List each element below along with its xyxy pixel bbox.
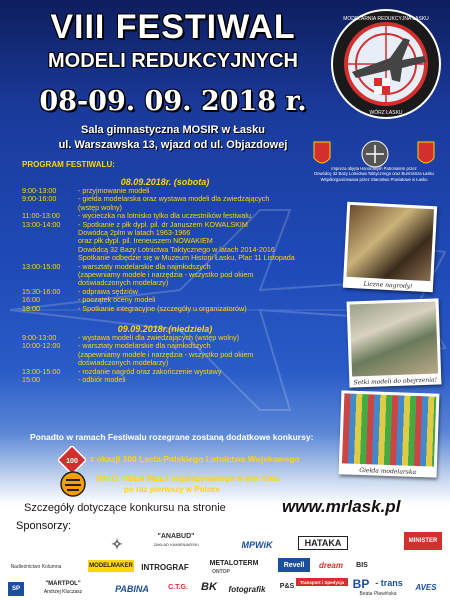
schedule-description: - giełda modelarska oraz wystawa modeli dla zwiedzających — [78, 194, 270, 204]
schedule-description: - Spotkanie integracyjne (szczegóły u organizatorów) — [78, 303, 247, 313]
schedule-description: - odbiór modeli — [78, 375, 126, 384]
sponsor-ontop: ONTOP — [212, 569, 230, 575]
sponsor-minister: MINISTER — [404, 532, 442, 550]
schedule-time: 15:30-16:00 — [22, 286, 61, 296]
sponsor-mpwik: MPWiK — [241, 540, 273, 550]
sponsor-ctg: C.T.G. — [168, 583, 188, 591]
sponsor-intrograf: INTROGRAF — [141, 562, 189, 572]
schedule-description: - rozdanie nagród oraz zakończenie wystawy — [78, 366, 222, 376]
schedule-row — [22, 305, 372, 313]
contest-details-text: Szczegóły dotyczące konkursu na stronie — [24, 502, 226, 514]
patronage-text: Impreza objęta Honorowym Patronatem przez Dowódcę 32 Bazy Lotnictwa Taktycznego oraz Burmistrza Łasku Współorganizowana przez Starostwo Powiatowe w Łasku — [314, 166, 434, 182]
schedule-description: - Spotkanie z płk dypl. pil. dr Januszem KOWALSKIM — [78, 219, 248, 229]
schedule-description: (wstęp wolny) — [78, 202, 122, 212]
additional-contests-text: Ponadto w ramach Festiwalu rozegrane zostaną dodatkowe konkursy: — [30, 432, 314, 442]
sponsor-anabud: "ANABUD" ZAKŁAD KAMIENIARSKI — [153, 533, 199, 547]
day2-schedule — [22, 334, 372, 394]
schedule-time: 13:00-15:00 — [22, 261, 61, 271]
sponsor-revell: Revell — [278, 558, 310, 572]
tiger-meet-contest-text: NATO TIGER MEET organizowanego w tym roku — [96, 474, 279, 483]
emblem-top-text: MODELARNIA REDUKCYJNA ŁASKU — [343, 16, 429, 22]
sponsor-bp: BP — [352, 577, 370, 591]
tiger-meet-logo-icon — [56, 470, 90, 498]
schedule-time: 18:00 — [22, 303, 40, 313]
website-link[interactable]: www.mrlask.pl — [282, 497, 401, 516]
schedule-time: 9:00-16:00 — [22, 194, 57, 204]
sponsor-transport: Transport i Spedycja — [296, 578, 348, 586]
schedule-time: 11:00-13:00 — [22, 211, 60, 221]
schedule-description: - przyjmowanie modeli — [78, 186, 150, 195]
schedule-row — [22, 279, 372, 287]
festival-subtitle: MODELI REDUKCYJNYCH — [47, 50, 299, 72]
schedule-time: 10:00-12:00 — [22, 341, 61, 351]
sponsor-pabina: PABINA — [115, 584, 149, 594]
schedule-time: 9:00-13:00 — [22, 186, 57, 195]
schedule-row — [22, 351, 372, 359]
schedule-description: - odprawa sędziów — [78, 286, 138, 296]
photo-caption: Liczne nagrody! — [363, 280, 413, 291]
sponsor-bptrans: - trans — [375, 578, 403, 588]
sponsor-bk: BK — [201, 581, 217, 593]
schedule-row — [22, 221, 372, 229]
schedule-time: 16:00 — [22, 295, 40, 305]
county-coat-of-arms-icon — [418, 142, 434, 163]
day2-heading: 09.09.2018r.(niedziela) — [117, 324, 213, 334]
sponsor-martpol: "MARTPOL" Andrzej Kluczasz — [43, 581, 83, 595]
sponsor-eagle-logo: ✧ — [111, 535, 123, 552]
schedule-description: - warsztaty modelarskie dla najmłodszych — [78, 341, 211, 351]
photo-models — [347, 298, 442, 387]
day1-heading: 08.09.2018r. (sobota) — [120, 177, 210, 187]
sponsor-dream: dream — [318, 560, 343, 570]
program-heading: PROGRAM FESTIWALU: — [22, 160, 115, 169]
schedule-description: Dowódcą 32 Bazy Lotnictwa Taktycznego w latach 2014-2016 — [78, 244, 275, 254]
schedule-description: - wystawa modeli dla zwiedzających (wstęp wolny) — [78, 333, 239, 342]
sponsor-bpname: Beata Pławińska — [359, 591, 397, 597]
schedule-description: - warsztaty modelarskie dla najmłodszych — [78, 261, 211, 271]
centenary-contest-text: z okazji 100 Lecia Polskiego Lotnictwa Wojskowego — [90, 454, 300, 464]
trophies-image — [346, 205, 434, 281]
schedule-row — [22, 271, 372, 279]
photo-market — [339, 390, 440, 477]
sponsor-aves: AVES — [415, 582, 437, 592]
schedule-description: doświadczonych modelarzy) — [78, 358, 169, 368]
sponsor-metaloterm: METALOTERM — [209, 559, 259, 567]
emblem-bottom-text: WÓRZ ŁASKU — [369, 110, 403, 116]
schedule-row — [22, 376, 372, 384]
coat-of-arms-icon — [314, 142, 330, 163]
schedule-description: (zapewniamy modele i narzędzia - wszystko pod okiem — [78, 270, 254, 279]
market-image — [342, 393, 436, 466]
schedule-time: 13:00-14:00 — [22, 219, 61, 229]
schedule-description: Dowódcą 2plm w latach 1963-1966 — [78, 228, 191, 237]
schedule-row — [22, 368, 372, 376]
schedule-time: 15:00 — [22, 375, 40, 384]
schedule-time: 13:00-15:00 — [22, 366, 61, 376]
festival-dates: 08-09. 09. 2018 r. — [39, 86, 307, 117]
schedule-description: (zapewniamy modele i narzędzia - wszystko pod okiem — [78, 349, 254, 359]
schedule-description: Spotkanie odbędzie się w Muzeum Historii Łasku, Plac 11 Listopada — [78, 253, 295, 263]
schedule-description: - początek oceny modeli — [78, 295, 156, 305]
sponsors-heading: Sponsorzy: — [16, 520, 72, 532]
sponsor-bis: BIS — [356, 561, 368, 569]
schedule-description: oraz płk dypl. pil. Ireneuszem NOWAKIEM — [78, 236, 213, 246]
schedule-time: 9:00-13:00 — [22, 333, 57, 342]
schedule-row — [22, 195, 372, 203]
sponsor-ps: P&S — [279, 582, 295, 590]
venue-line-1: Sala gimnastyczna MOSIR w Łasku — [80, 124, 265, 136]
schedule-description: doświadczonych modelarzy) — [78, 278, 169, 288]
club-emblem-logo — [330, 8, 442, 120]
sponsor-modelmaker: MODELMAKER — [88, 560, 134, 572]
festival-title: VIII FESTIWAL — [50, 8, 296, 46]
sponsor-hataka: HATAKA — [298, 536, 348, 550]
svg-text:100: 100 — [66, 458, 78, 465]
schedule-description: - wycieczka na lotnisko tylko dla uczestników festiwalu — [78, 211, 251, 221]
photo-caption: Setki modeli do obejrzenia! — [353, 376, 438, 387]
tiger-meet-contest-text-2: po raz pierwszy w Polsce — [124, 485, 221, 494]
schedule-row — [22, 288, 372, 296]
models-image — [350, 302, 438, 377]
sponsor-fotografik: fotografik — [228, 584, 266, 594]
photo-caption: Giełda modelarska — [359, 466, 417, 476]
day1-schedule — [22, 187, 372, 317]
photo-trophies — [343, 202, 437, 293]
venue-line-2: ul. Warszawska 13, wjazd od ul. Objazdowej — [58, 139, 288, 151]
sponsor-sp: SP — [8, 582, 24, 596]
sponsor-kolumna: Nadleśnictwo Kolumna — [10, 564, 62, 570]
